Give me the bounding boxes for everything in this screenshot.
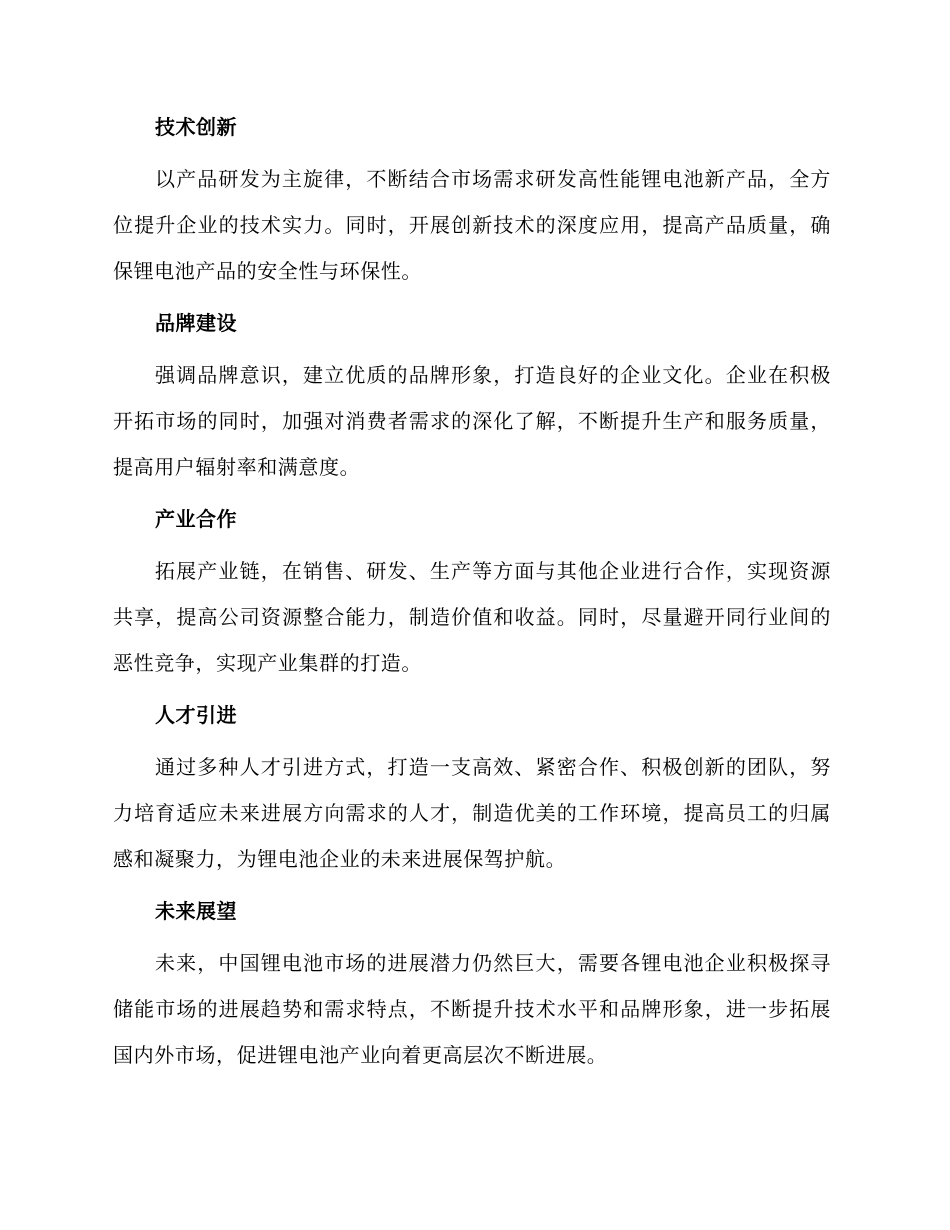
section-future-outlook <box>113 896 831 1078</box>
section-heading: 人才引进 <box>155 703 237 727</box>
section-tech-innovation <box>113 112 831 294</box>
section-brand-building <box>113 308 831 490</box>
document-page <box>113 112 831 1092</box>
section-heading: 技术创新 <box>155 115 237 139</box>
section-heading: 品牌建设 <box>155 311 237 335</box>
section-heading: 未来展望 <box>155 899 237 923</box>
section-heading: 产业合作 <box>155 507 237 531</box>
section-paragraph: 未来，中国锂电池市场的进展潜力仍然巨大，需要各锂电池企业积极探寻储能市场的进展趋势和需求特点，不断提升技术水平和品牌形象，进一步拓展国内外市场，促进锂电池产业向着更高层次不断进展。 <box>113 951 831 1067</box>
section-paragraph: 拓展产业链，在销售、研发、生产等方面与其他企业进行合作，实现资源共享，提高公司资源整合能力，制造价值和收益。同时，尽量避开同行业间的恶性竞争，实现产业集群的打造。 <box>113 559 831 675</box>
section-paragraph: 以产品研发为主旋律，不断结合市场需求研发高性能锂电池新产品，全方位提升企业的技术实力。同时，开展创新技术的深度应用，提高产品质量，确保锂电池产品的安全性与环保性。 <box>113 167 831 283</box>
section-paragraph: 通过多种人才引进方式，打造一支高效、紧密合作、积极创新的团队，努力培育适应未来进展方向需求的人才，制造优美的工作环境，提高员工的归属感和凝聚力，为锂电池企业的未来进展保驾护航。 <box>113 755 831 871</box>
section-talent-recruitment <box>113 700 831 882</box>
section-paragraph: 强调品牌意识，建立优质的品牌形象，打造良好的企业文化。企业在积极开拓市场的同时，加强对消费者需求的深化了解，不断提升生产和服务质量，提高用户辐射率和满意度。 <box>113 363 831 479</box>
section-industry-cooperation <box>113 504 831 686</box>
